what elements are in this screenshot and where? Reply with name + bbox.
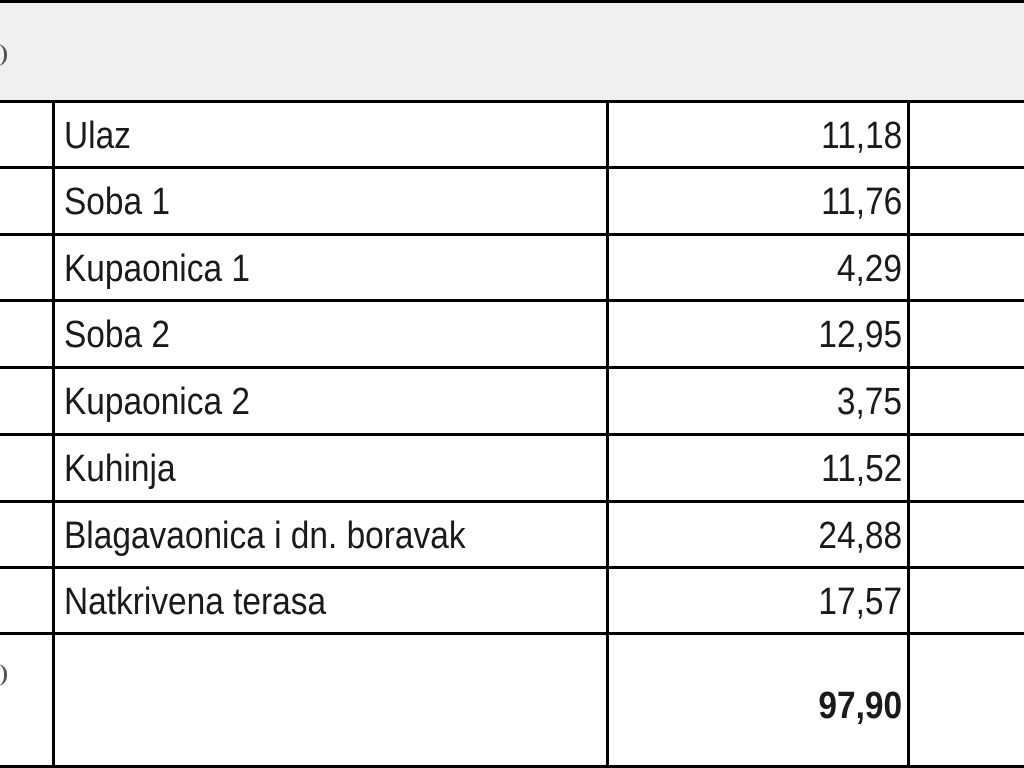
room-area: 11,76 [820, 181, 902, 223]
room-area: 4,29 [836, 248, 902, 290]
cropped-glyph [0, 664, 7, 686]
room-name: Ulaz [64, 115, 131, 157]
room-name: Kupaonica 1 [64, 248, 250, 290]
grid-line [0, 0, 1024, 3]
grid-line [606, 101, 609, 768]
room-name: Natkrivena terasa [64, 581, 327, 623]
room-area: 11,52 [820, 448, 902, 490]
room-area: 24,88 [818, 515, 902, 557]
room-name: Kupaonica 2 [64, 381, 250, 423]
room-area: 17,57 [818, 581, 902, 623]
room-area: 12,95 [818, 314, 902, 356]
room-name: Blagavaonica i dn. boravak [64, 515, 466, 557]
room-name: Kuhinja [64, 448, 176, 490]
grid-line [907, 101, 910, 768]
table-header-band [0, 0, 1024, 101]
room-area: 3,75 [836, 381, 902, 423]
room-area: 11,18 [820, 115, 902, 157]
grid-line [52, 101, 55, 768]
room-name: Soba 1 [64, 181, 170, 223]
total-area: 97,90 [818, 685, 902, 727]
room-name: Soba 2 [64, 314, 170, 356]
